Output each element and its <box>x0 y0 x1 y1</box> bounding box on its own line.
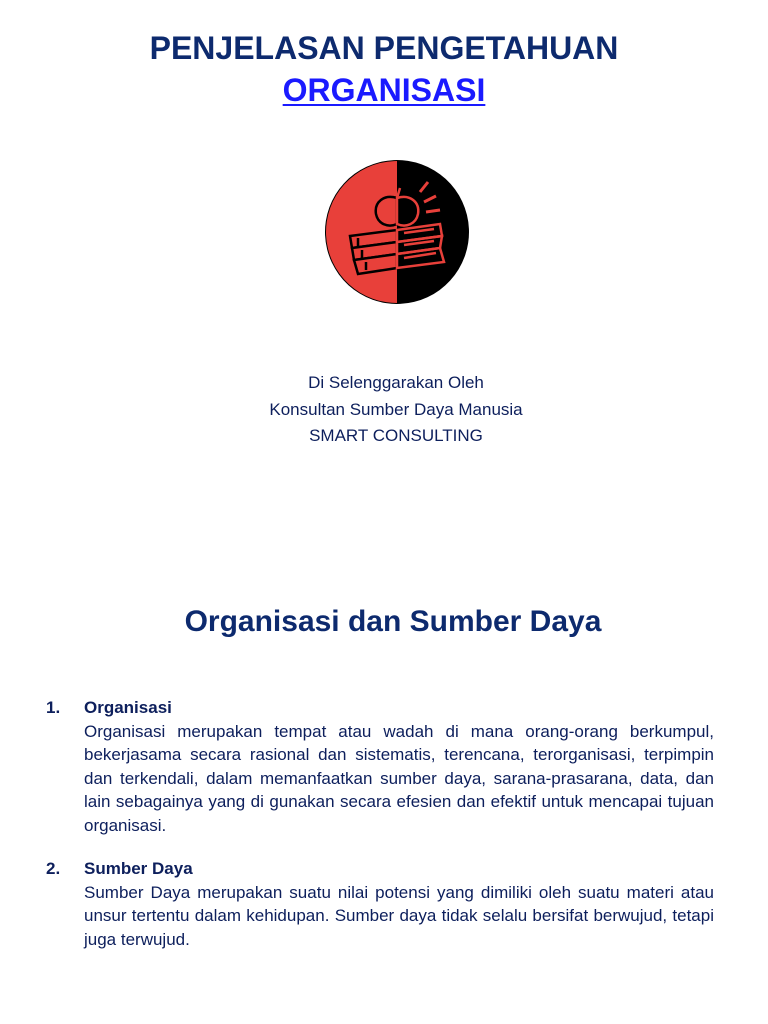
books-and-apple-icon <box>322 158 472 306</box>
item-number: 1. <box>46 698 61 717</box>
item-label: Organisasi <box>84 698 172 717</box>
item-label: Sumber Daya <box>84 859 193 878</box>
credit-line: Di Selenggarakan Oleh <box>308 373 484 392</box>
item-text: Sumber Daya merupakan suatu nilai potensi yang dimiliki oleh suatu materi atau unsur tertentu dalam kehidupan. Sumber daya tidak selalu bersifat berwujud, tetapi juga terwujud. <box>84 882 714 949</box>
list-item <box>46 857 714 951</box>
content-slide <box>0 575 768 995</box>
page-subtitle <box>0 72 768 108</box>
page-title: PENJELASAN PENGETAHUAN <box>149 30 619 66</box>
title-slide <box>0 0 768 480</box>
organizer-credits <box>0 370 768 450</box>
section-heading: Organisasi dan Sumber Daya <box>184 605 602 638</box>
item-number: 2. <box>46 859 61 878</box>
credit-line: SMART CONSULTING <box>309 426 483 445</box>
list-item <box>46 696 714 837</box>
item-text: Organisasi merupakan tempat atau wadah di mana orang-orang berkumpul, bekerjasama secara rasional dan sistematis, terencana, terorganisasi, terpimpin dan terkendali, dalam memanfaatkan sumber daya, sarana-prasarana, data, dan lain sebagainya yang di gunakan secara efesien dan efektif untuk mencapai tujuan organisasi. <box>84 721 714 835</box>
credit-line: Konsultan Sumber Daya Manusia <box>269 399 523 419</box>
subtitle-link[interactable]: ORGANISASI <box>282 72 486 108</box>
